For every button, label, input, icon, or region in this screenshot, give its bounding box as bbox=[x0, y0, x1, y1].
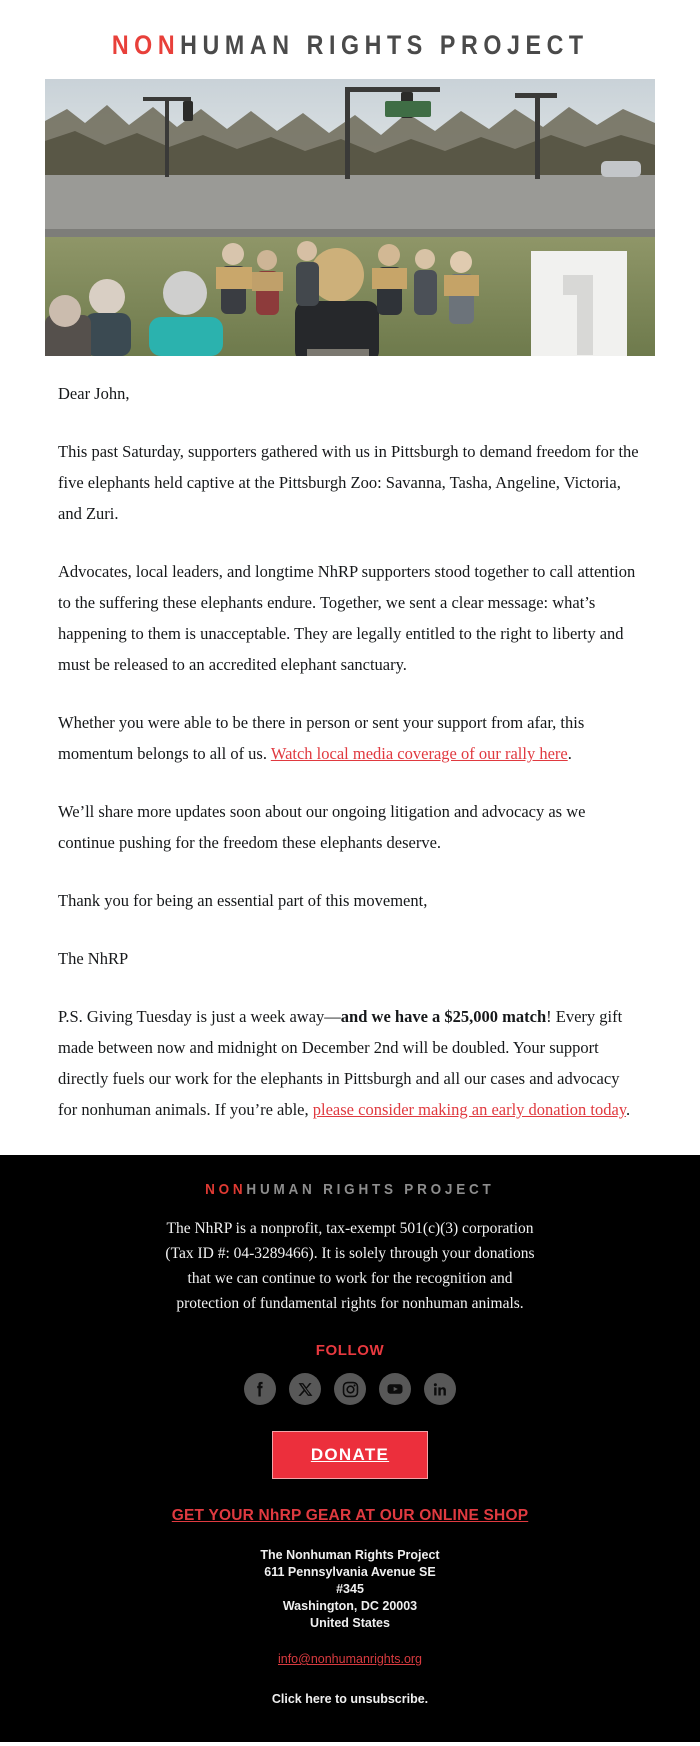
email-header bbox=[0, 0, 700, 79]
paragraph-advocates: Advocates, local leaders, and longtime NhRP supporters stood together to call attention to the suffering these elephants endure. Together, we sent a clear message: what’s happening to them is unacceptable. They are legally entitled to the right to liberty and must be released to an accredited elephant sanctuary. bbox=[58, 562, 636, 674]
address-org-name: The Nonhuman Rights Project bbox=[260, 1548, 440, 1562]
hero-image-wrapper bbox=[0, 79, 700, 356]
youtube-glyph bbox=[385, 1379, 405, 1399]
paragraph-updates: We’ll share more updates soon about our ongoing litigation and advocacy as we continue pushing for the freedom these elephants deserve. bbox=[58, 802, 586, 852]
footer-logo-rest-text: HUMAN RIGHTS PROJECT bbox=[246, 1181, 495, 1198]
greeting-text: Dear John, bbox=[58, 384, 130, 403]
momentum-text-after: . bbox=[567, 744, 572, 763]
disclaimer-line-3: that we can continue to work for the recognition and bbox=[187, 1270, 513, 1287]
social-links-row bbox=[0, 1373, 700, 1405]
online-shop-link[interactable]: GET YOUR NhRP GEAR AT OUR ONLINE SHOP bbox=[171, 1507, 529, 1524]
ps-match-bold: and we have a $25,000 match bbox=[340, 1007, 547, 1026]
donate-button[interactable]: DONATE bbox=[272, 1431, 428, 1479]
instagram-icon[interactable] bbox=[334, 1373, 366, 1405]
early-donation-link[interactable]: please consider making an early donation today bbox=[312, 1100, 627, 1119]
rally-photo bbox=[45, 79, 655, 356]
unsubscribe-link[interactable]: Click here to unsubscribe. bbox=[271, 1692, 429, 1706]
momentum-text-before: Whether you were able to be there in person or sent your support from afar, this momentum belongs to all of us. bbox=[58, 713, 585, 763]
footer-nhrp-logo bbox=[205, 1181, 494, 1198]
address-suite: #345 bbox=[336, 1582, 364, 1596]
paragraph-momentum bbox=[58, 707, 642, 769]
youtube-icon[interactable] bbox=[379, 1373, 411, 1405]
nhrp-logo bbox=[112, 30, 589, 61]
logo-rest-text: HUMAN RIGHTS PROJECT bbox=[179, 30, 589, 60]
signature-text: The NhRP bbox=[58, 949, 129, 968]
disclaimer-line-2: (Tax ID #: 04-3289466). It is solely through your donations bbox=[165, 1245, 535, 1262]
footer-logo-non-text: NON bbox=[205, 1181, 247, 1198]
paragraph-thanks: Thank you for being an essential part of this movement, bbox=[58, 891, 428, 910]
paragraph-postscript bbox=[58, 1001, 642, 1125]
email-footer bbox=[0, 1155, 700, 1742]
ps-text-middle: ! Every gift made between now and midnight on December 2nd will be doubled. Your support directly fuels our work for the elephants in Pittsburgh and all our cases and advocacy for nonhuman animals. If you’re able, bbox=[58, 1007, 623, 1119]
email-body bbox=[0, 356, 700, 1155]
facebook-icon[interactable] bbox=[244, 1373, 276, 1405]
nonprofit-disclaimer bbox=[140, 1216, 560, 1316]
address-country: United States bbox=[310, 1616, 390, 1630]
instagram-glyph bbox=[341, 1380, 360, 1399]
ps-text-before: P.S. Giving Tuesday is just a week away— bbox=[58, 1007, 341, 1026]
follow-heading: FOLLOW bbox=[315, 1342, 385, 1359]
address-street: 611 Pennsylvania Avenue SE bbox=[264, 1565, 436, 1579]
disclaimer-line-1: The NhRP is a nonprofit, tax-exempt 501(c)(3) corporation bbox=[166, 1220, 534, 1237]
contact-email-link[interactable]: info@nonhumanrights.org bbox=[277, 1652, 423, 1666]
facebook-glyph bbox=[250, 1379, 270, 1399]
x-glyph bbox=[297, 1381, 314, 1398]
logo-non-text: NON bbox=[111, 30, 180, 60]
media-coverage-link[interactable]: Watch local media coverage of our rally here bbox=[270, 744, 568, 763]
disclaimer-line-4: protection of fundamental rights for nonhuman animals. bbox=[176, 1295, 524, 1312]
paragraph-rally-summary: This past Saturday, supporters gathered with us in Pittsburgh to demand freedom for the five elephants held captive at the Pittsburgh Zoo: Savanna, Tasha, Angeline, Victoria, and Zuri. bbox=[58, 442, 639, 523]
mailing-address bbox=[0, 1547, 700, 1632]
rally-photo-illustration bbox=[45, 79, 655, 356]
linkedin-icon[interactable] bbox=[424, 1373, 456, 1405]
x-twitter-icon[interactable] bbox=[289, 1373, 321, 1405]
ps-text-after: . bbox=[626, 1100, 631, 1119]
linkedin-glyph bbox=[431, 1380, 450, 1399]
address-city-state-zip: Washington, DC 20003 bbox=[282, 1599, 418, 1613]
